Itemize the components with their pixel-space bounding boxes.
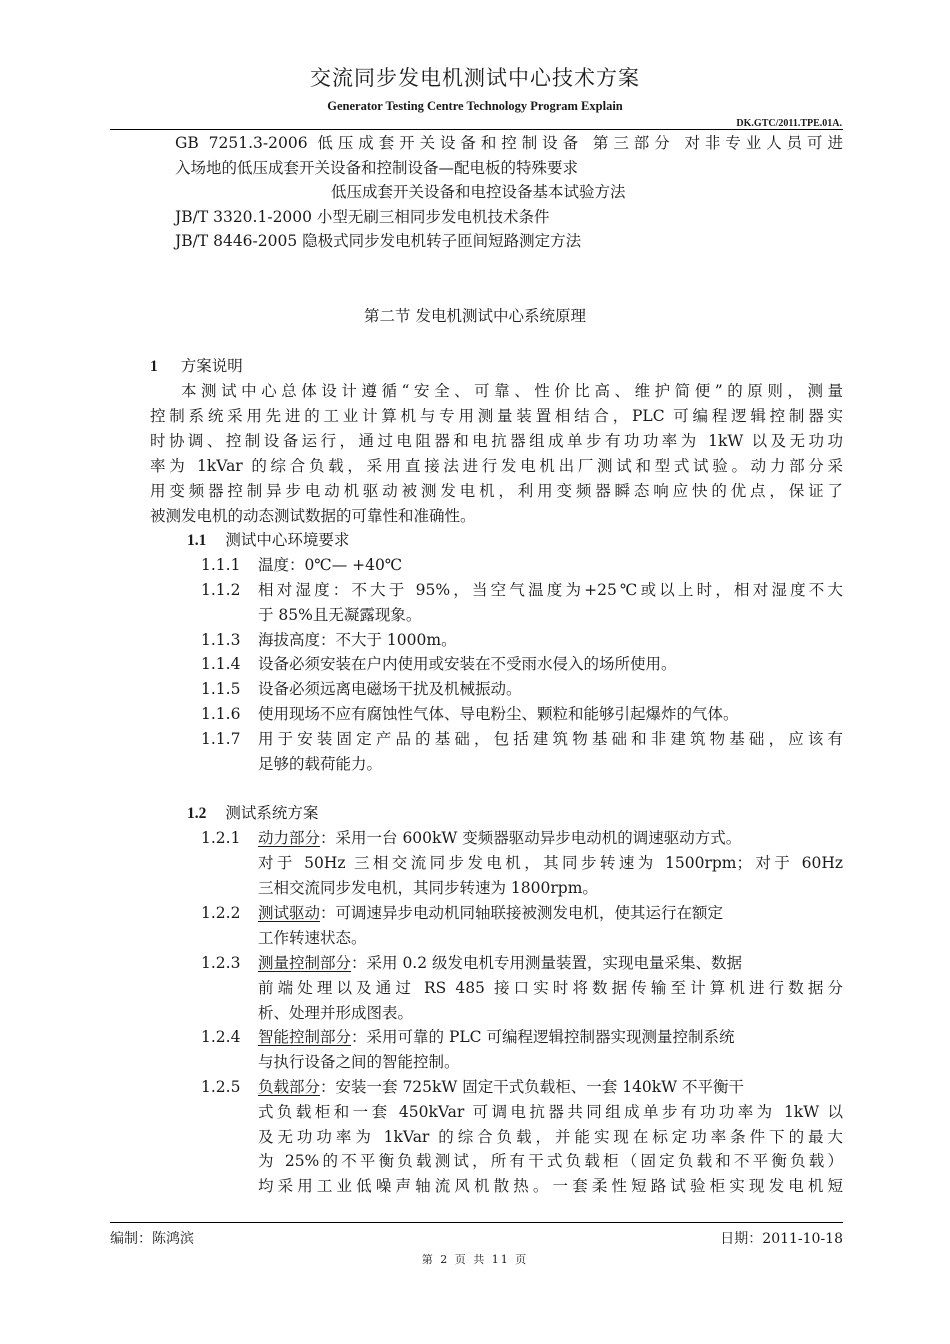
paragraph-line: 本测试中心总体设计遵循“安全、可靠、性价比高、维护简便”的原则，测量: [181, 382, 843, 400]
item-number: 1.2.2: [201, 904, 241, 922]
item-number: 1.1.5: [201, 680, 241, 698]
item-text: 式负载柜和一套 450kVar 可调电抗器共同组成单步有功功率为 1kW 以: [258, 1103, 843, 1121]
item-text: 及无功功率为 1kVar 的综合负载，并能实现在标定功率条件下的最大: [258, 1128, 843, 1146]
item-term: 测量控制部分: [258, 954, 352, 972]
item-number: 1.2.5: [201, 1078, 241, 1096]
heading-1: [150, 354, 243, 380]
item-text: 对于 50Hz 三相交流同步发电机，其同步转速为 1500rpm；对于 60Hz: [258, 854, 843, 872]
item-text: 相对湿度：不大于 95%，当空气温度为+25℃或以上时，相对湿度不大: [258, 581, 843, 599]
item-number: 1.2.3: [201, 954, 241, 972]
item-text: 与执行设备之间的智能控制。: [258, 1053, 460, 1071]
item-text: 析、处理并形成图表。: [258, 1004, 414, 1022]
paragraph-line: 控制系统采用先进的工业计算机与专用测量装置相结合，PLC 可编程逻辑控制器实: [150, 407, 843, 425]
item-text: 三相交流同步发电机，其同步转速为 1800rpm。: [258, 879, 598, 897]
item-number: 1.1.4: [201, 655, 241, 673]
item-text: 用于安装固定产品的基础，包括建筑物基础和非建筑物基础，应该有: [258, 730, 843, 748]
heading-1-2-title: 测试系统方案: [225, 804, 319, 822]
item-number: 1.1.6: [201, 705, 241, 723]
heading-1-2-number: 1.2: [187, 805, 207, 822]
item-text: 足够的载荷能力。: [258, 755, 383, 773]
item-text: 海拔高度：不大于 1000m。: [258, 631, 457, 649]
item-first-line: [258, 1075, 744, 1100]
item-text: 设备必须远离电磁场干扰及机械振动。: [258, 680, 522, 698]
footer-rule: [110, 1222, 843, 1223]
item-text: 均采用工业低噪声轴流风机散热。一套柔性短路试验柜实现发电机短: [258, 1177, 843, 1195]
page-number: 第 2 页 共 11 页: [421, 1253, 529, 1266]
item-number: 1.2.4: [201, 1028, 241, 1046]
item-text: 温度：0℃— +40℃: [258, 556, 403, 574]
item-text: 前端处理以及通过 RS 485 接口实时将数据传输至计算机进行数据分: [258, 979, 843, 997]
item-term: 测试驱动: [258, 904, 321, 922]
item-text: 设备必须安装在户内使用或安装在不受雨水侵入的场所使用。: [258, 655, 677, 673]
item-term: 智能控制部分: [258, 1028, 352, 1046]
item-text: ：采用可靠的 PLC 可编程逻辑控制器实现测量控制系统: [351, 1028, 735, 1046]
paragraph-line: 被测发电机的动态测试数据的可靠性和准确性。: [150, 507, 476, 525]
document-title-en: Generator Testing Centre Technology Program Explain: [327, 99, 623, 113]
heading-1-number: 1: [150, 358, 158, 375]
item-text: ：采用 0.2 级发电机专用测量装置，实现电量采集、数据: [351, 954, 743, 972]
header-rule: [110, 129, 843, 130]
item-text: 于 85%且无凝露现象。: [258, 606, 422, 624]
item-number: 1.1.3: [201, 631, 241, 649]
document-number: DK.GTC/2011.TPE.01A.: [736, 118, 842, 129]
paragraph-line: 率为 1kVar 的综合负载，采用直接法进行发电机出厂测试和型式试验。动力部分采: [150, 457, 843, 475]
footer-editor: 编制：陈鸿滨: [110, 1231, 194, 1247]
item-number: 1.1.1: [201, 556, 241, 574]
heading-1-1-number: 1.1: [187, 532, 207, 549]
item-text: ：采用一台 600kW 变频器驱动异步电动机的调速驱动方式。: [320, 829, 742, 847]
paragraph-line: 时协调、控制设备运行，通过电阻器和电抗器组成单步有功功率为 1kW 以及无功功: [150, 432, 843, 450]
item-number: 1.1.7: [201, 730, 241, 748]
section-title: 第二节 发电机测试中心系统原理: [364, 307, 586, 325]
heading-1-2: [187, 801, 318, 827]
footer-date: 日期：2011-10-18: [720, 1231, 843, 1247]
item-number: 1.1.2: [201, 581, 241, 599]
standard-line-1: GB 7251.3-2006 低压成套开关设备和控制设备 第三部分 对非专业人员可进: [175, 134, 843, 152]
item-first-line: [258, 1025, 734, 1050]
standard-line-2: 入场地的低压成套开关设备和控制设备—配电板的特殊要求: [175, 159, 579, 177]
item-text: 为 25%的不平衡负载测试，所有干式负载柜（固定负载和不平衡负载）: [258, 1152, 843, 1170]
item-text: 工作转速状态。: [258, 929, 367, 947]
standard-line-4: JB/T 3320.1-2000 小型无刷三相同步发电机技术条件: [175, 208, 550, 226]
item-first-line: [258, 951, 742, 976]
standard-line-3: 低压成套开关设备和电控设备基本试验方法: [331, 183, 626, 201]
item-text: 使用现场不应有腐蚀性气体、导电粉尘、颗粒和能够引起爆炸的气体。: [258, 705, 739, 723]
item-number: 1.2.1: [201, 829, 241, 847]
document-title-cn: 交流同步发电机测试中心技术方案: [310, 66, 640, 90]
item-first-line: [258, 901, 723, 926]
item-text: ：安装一套 725kW 固定干式负载柜、一套 140kW 不平衡干: [320, 1078, 745, 1096]
item-term: 动力部分: [258, 829, 321, 847]
heading-1-title: 方案说明: [180, 357, 243, 375]
paragraph-line: 用变频器控制异步电动机驱动被测发电机，利用变频器瞬态响应快的优点，保证了: [150, 482, 843, 500]
item-first-line: [258, 826, 741, 851]
standard-line-5: JB/T 8446-2005 隐极式同步发电机转子匝间短路测定方法: [175, 232, 582, 250]
item-term: 负载部分: [258, 1078, 321, 1096]
heading-1-1: [187, 528, 349, 554]
item-text: ：可调速异步电动机同轴联接被测发电机，使其运行在额定: [320, 904, 724, 922]
heading-1-1-title: 测试中心环境要求: [225, 531, 350, 549]
